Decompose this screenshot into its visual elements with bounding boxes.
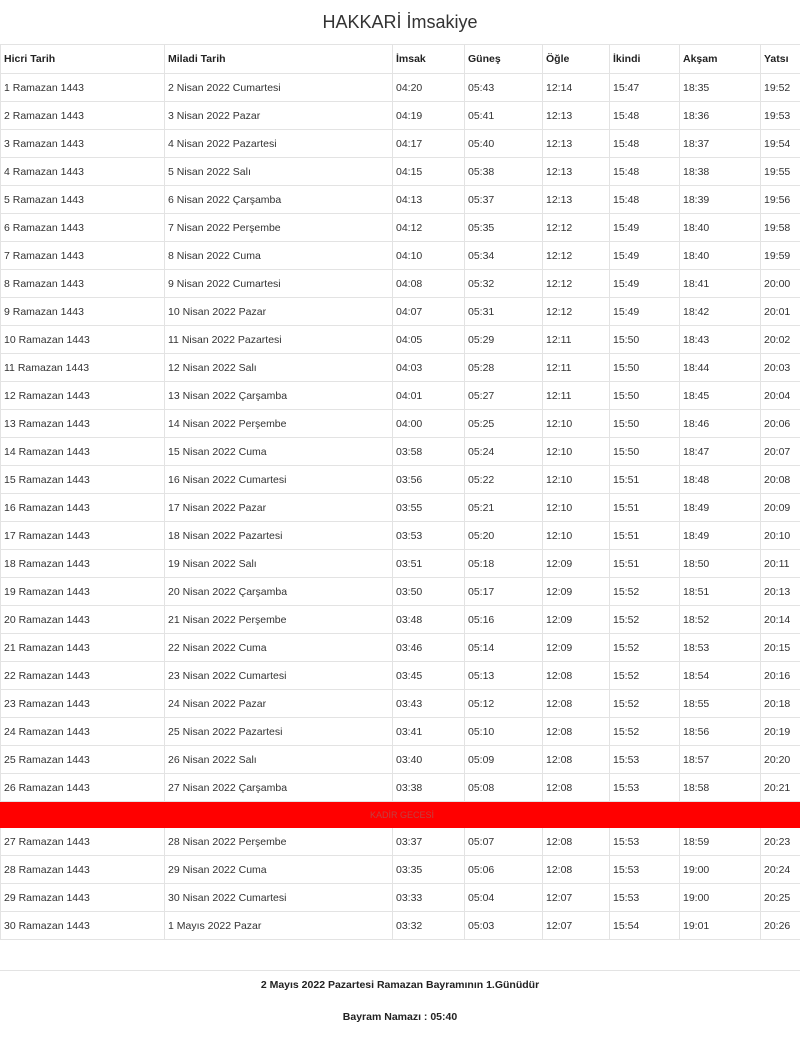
table-row [1,298,800,326]
cell-miladi-tarih: 22 Nisan 2022 Cuma [165,634,393,662]
cell-imsak: 03:37 [393,828,465,856]
cell-aksam: 18:36 [680,102,761,130]
cell-ikindi: 15:47 [610,74,680,102]
cell-gunes: 05:04 [465,884,543,912]
cell-miladi-tarih: 1 Mayıs 2022 Pazar [165,912,393,940]
cell-hicri-tarih: 25 Ramazan 1443 [1,746,165,774]
cell-miladi-tarih: 3 Nisan 2022 Pazar [165,102,393,130]
cell-hicri-tarih: 28 Ramazan 1443 [1,856,165,884]
cell-gunes: 05:24 [465,438,543,466]
cell-yatsi: 20:02 [761,326,800,354]
cell-imsak: 03:40 [393,746,465,774]
cell-gunes: 05:38 [465,158,543,186]
cell-imsak: 03:56 [393,466,465,494]
cell-miladi-tarih: 14 Nisan 2022 Perşembe [165,410,393,438]
cell-imsak: 04:03 [393,354,465,382]
cell-ogle: 12:12 [543,270,610,298]
cell-miladi-tarih: 9 Nisan 2022 Cumartesi [165,270,393,298]
cell-miladi-tarih: 24 Nisan 2022 Pazar [165,690,393,718]
cell-miladi-tarih: 25 Nisan 2022 Pazartesi [165,718,393,746]
cell-ogle: 12:09 [543,634,610,662]
cell-ikindi: 15:50 [610,410,680,438]
cell-gunes: 05:40 [465,130,543,158]
cell-imsak: 04:20 [393,74,465,102]
cell-ogle: 12:10 [543,438,610,466]
cell-aksam: 19:01 [680,912,761,940]
table-row [1,718,800,746]
cell-ogle: 12:10 [543,522,610,550]
table-row [1,494,800,522]
cell-yatsi: 20:16 [761,662,800,690]
cell-aksam: 18:56 [680,718,761,746]
cell-aksam: 18:46 [680,410,761,438]
cell-gunes: 05:43 [465,74,543,102]
table-body [1,74,800,940]
cell-hicri-tarih: 11 Ramazan 1443 [1,354,165,382]
cell-yatsi: 19:53 [761,102,800,130]
cell-hicri-tarih: 17 Ramazan 1443 [1,522,165,550]
cell-ikindi: 15:53 [610,856,680,884]
cell-hicri-tarih: 3 Ramazan 1443 [1,130,165,158]
cell-ikindi: 15:52 [610,662,680,690]
cell-gunes: 05:03 [465,912,543,940]
cell-miladi-tarih: 18 Nisan 2022 Pazartesi [165,522,393,550]
cell-ogle: 12:12 [543,242,610,270]
cell-hicri-tarih: 1 Ramazan 1443 [1,74,165,102]
cell-miladi-tarih: 23 Nisan 2022 Cumartesi [165,662,393,690]
cell-ogle: 12:12 [543,214,610,242]
cell-hicri-tarih: 24 Ramazan 1443 [1,718,165,746]
kadir-gecesi-label: KADİR GECESİ [1,802,800,828]
cell-aksam: 18:58 [680,774,761,802]
table-row [1,884,800,912]
cell-ikindi: 15:49 [610,242,680,270]
cell-yatsi: 20:08 [761,466,800,494]
cell-imsak: 04:07 [393,298,465,326]
cell-hicri-tarih: 7 Ramazan 1443 [1,242,165,270]
cell-ogle: 12:11 [543,354,610,382]
cell-hicri-tarih: 18 Ramazan 1443 [1,550,165,578]
cell-yatsi: 20:00 [761,270,800,298]
cell-hicri-tarih: 9 Ramazan 1443 [1,298,165,326]
cell-yatsi: 20:10 [761,522,800,550]
cell-aksam: 18:49 [680,522,761,550]
cell-imsak: 03:33 [393,884,465,912]
table-row [1,912,800,940]
cell-yatsi: 20:11 [761,550,800,578]
cell-hicri-tarih: 12 Ramazan 1443 [1,382,165,410]
cell-hicri-tarih: 27 Ramazan 1443 [1,828,165,856]
cell-miladi-tarih: 7 Nisan 2022 Perşembe [165,214,393,242]
cell-miladi-tarih: 27 Nisan 2022 Çarşamba [165,774,393,802]
cell-hicri-tarih: 6 Ramazan 1443 [1,214,165,242]
cell-ikindi: 15:51 [610,466,680,494]
cell-yatsi: 20:23 [761,828,800,856]
cell-imsak: 03:48 [393,606,465,634]
table-row [1,828,800,856]
cell-ikindi: 15:51 [610,522,680,550]
cell-aksam: 18:39 [680,186,761,214]
cell-ogle: 12:10 [543,410,610,438]
cell-ikindi: 15:48 [610,158,680,186]
table-row [1,158,800,186]
cell-imsak: 04:12 [393,214,465,242]
table-row [1,130,800,158]
cell-ogle: 12:08 [543,828,610,856]
cell-ogle: 12:10 [543,494,610,522]
cell-aksam: 19:00 [680,856,761,884]
cell-miladi-tarih: 19 Nisan 2022 Salı [165,550,393,578]
cell-ikindi: 15:52 [610,718,680,746]
cell-imsak: 03:58 [393,438,465,466]
cell-yatsi: 20:07 [761,438,800,466]
table-row [1,326,800,354]
cell-imsak: 04:19 [393,102,465,130]
cell-imsak: 03:38 [393,774,465,802]
cell-hicri-tarih: 26 Ramazan 1443 [1,774,165,802]
table-row [1,466,800,494]
table-row [1,856,800,884]
table-row [1,578,800,606]
table-row [1,242,800,270]
cell-ikindi: 15:52 [610,690,680,718]
cell-hicri-tarih: 16 Ramazan 1443 [1,494,165,522]
header-imsak: İmsak [393,45,465,74]
cell-ogle: 12:08 [543,774,610,802]
cell-hicri-tarih: 5 Ramazan 1443 [1,186,165,214]
header-gunes: Güneş [465,45,543,74]
table-row [1,74,800,102]
kadir-gecesi-row [1,802,800,828]
cell-gunes: 05:12 [465,690,543,718]
header-ogle: Öğle [543,45,610,74]
table-row [1,690,800,718]
cell-ikindi: 15:52 [610,634,680,662]
cell-yatsi: 19:56 [761,186,800,214]
cell-imsak: 03:45 [393,662,465,690]
cell-hicri-tarih: 23 Ramazan 1443 [1,690,165,718]
cell-aksam: 18:40 [680,242,761,270]
cell-aksam: 18:37 [680,130,761,158]
cell-aksam: 18:47 [680,438,761,466]
table-row [1,746,800,774]
cell-aksam: 19:00 [680,884,761,912]
cell-aksam: 18:44 [680,354,761,382]
cell-gunes: 05:35 [465,214,543,242]
cell-imsak: 04:13 [393,186,465,214]
cell-ikindi: 15:50 [610,438,680,466]
cell-ogle: 12:09 [543,550,610,578]
cell-ogle: 12:13 [543,158,610,186]
cell-miladi-tarih: 2 Nisan 2022 Cumartesi [165,74,393,102]
cell-hicri-tarih: 30 Ramazan 1443 [1,912,165,940]
cell-gunes: 05:25 [465,410,543,438]
cell-imsak: 04:10 [393,242,465,270]
cell-imsak: 03:43 [393,690,465,718]
cell-gunes: 05:10 [465,718,543,746]
cell-miladi-tarih: 30 Nisan 2022 Cumartesi [165,884,393,912]
cell-aksam: 18:52 [680,606,761,634]
table-row [1,550,800,578]
cell-miladi-tarih: 5 Nisan 2022 Salı [165,158,393,186]
cell-yatsi: 20:04 [761,382,800,410]
cell-ogle: 12:07 [543,912,610,940]
table-row [1,354,800,382]
cell-hicri-tarih: 19 Ramazan 1443 [1,578,165,606]
cell-aksam: 18:48 [680,466,761,494]
header-ikindi: İkindi [610,45,680,74]
header-hicri-tarih: Hicri Tarih [1,45,165,74]
cell-miladi-tarih: 26 Nisan 2022 Salı [165,746,393,774]
table-row [1,522,800,550]
cell-imsak: 03:41 [393,718,465,746]
table-row [1,214,800,242]
cell-ogle: 12:11 [543,326,610,354]
cell-ikindi: 15:50 [610,382,680,410]
cell-miladi-tarih: 21 Nisan 2022 Perşembe [165,606,393,634]
cell-yatsi: 20:13 [761,578,800,606]
table-header-row [1,45,800,74]
cell-hicri-tarih: 13 Ramazan 1443 [1,410,165,438]
cell-gunes: 05:08 [465,774,543,802]
cell-yatsi: 20:18 [761,690,800,718]
cell-miladi-tarih: 12 Nisan 2022 Salı [165,354,393,382]
cell-aksam: 18:49 [680,494,761,522]
cell-yatsi: 19:54 [761,130,800,158]
cell-gunes: 05:41 [465,102,543,130]
cell-yatsi: 20:21 [761,774,800,802]
cell-gunes: 05:20 [465,522,543,550]
cell-ikindi: 15:50 [610,326,680,354]
cell-miladi-tarih: 20 Nisan 2022 Çarşamba [165,578,393,606]
cell-gunes: 05:13 [465,662,543,690]
table-row [1,382,800,410]
cell-miladi-tarih: 15 Nisan 2022 Cuma [165,438,393,466]
cell-ikindi: 15:48 [610,186,680,214]
cell-yatsi: 20:26 [761,912,800,940]
cell-miladi-tarih: 4 Nisan 2022 Pazartesi [165,130,393,158]
cell-gunes: 05:22 [465,466,543,494]
cell-gunes: 05:32 [465,270,543,298]
cell-hicri-tarih: 14 Ramazan 1443 [1,438,165,466]
footer [0,970,800,1023]
cell-gunes: 05:09 [465,746,543,774]
cell-ogle: 12:08 [543,662,610,690]
cell-aksam: 18:51 [680,578,761,606]
cell-miladi-tarih: 11 Nisan 2022 Pazartesi [165,326,393,354]
cell-ikindi: 15:51 [610,494,680,522]
cell-aksam: 18:45 [680,382,761,410]
cell-hicri-tarih: 15 Ramazan 1443 [1,466,165,494]
cell-ikindi: 15:48 [610,102,680,130]
cell-yatsi: 19:58 [761,214,800,242]
cell-gunes: 05:18 [465,550,543,578]
cell-yatsi: 19:55 [761,158,800,186]
cell-aksam: 18:59 [680,828,761,856]
bayram-namazi: Bayram Namazı : 05:40 [342,1011,458,1023]
cell-imsak: 04:01 [393,382,465,410]
cell-hicri-tarih: 10 Ramazan 1443 [1,326,165,354]
cell-ikindi: 15:54 [610,912,680,940]
imsakiye-table [0,44,800,940]
cell-ikindi: 15:49 [610,214,680,242]
cell-aksam: 18:50 [680,550,761,578]
cell-imsak: 03:35 [393,856,465,884]
table-row [1,662,800,690]
cell-miladi-tarih: 29 Nisan 2022 Cuma [165,856,393,884]
cell-imsak: 03:55 [393,494,465,522]
cell-hicri-tarih: 21 Ramazan 1443 [1,634,165,662]
cell-ogle: 12:11 [543,382,610,410]
cell-imsak: 03:53 [393,522,465,550]
cell-ogle: 12:08 [543,856,610,884]
cell-yatsi: 20:09 [761,494,800,522]
cell-gunes: 05:31 [465,298,543,326]
cell-aksam: 18:54 [680,662,761,690]
cell-ogle: 12:08 [543,718,610,746]
cell-hicri-tarih: 2 Ramazan 1443 [1,102,165,130]
cell-imsak: 04:15 [393,158,465,186]
bayram-note: 2 Mayıs 2022 Pazartesi Ramazan Bayramının 1.Günüdür [260,979,540,991]
cell-ikindi: 15:49 [610,270,680,298]
cell-imsak: 03:32 [393,912,465,940]
cell-yatsi: 19:52 [761,74,800,102]
cell-ikindi: 15:49 [610,298,680,326]
cell-ikindi: 15:53 [610,884,680,912]
cell-aksam: 18:57 [680,746,761,774]
cell-ogle: 12:10 [543,466,610,494]
header-yatsi: Yatsı [761,45,800,74]
cell-gunes: 05:21 [465,494,543,522]
cell-hicri-tarih: 29 Ramazan 1443 [1,884,165,912]
cell-miladi-tarih: 28 Nisan 2022 Perşembe [165,828,393,856]
table-row [1,634,800,662]
cell-gunes: 05:28 [465,354,543,382]
cell-yatsi: 20:24 [761,856,800,884]
cell-ogle: 12:08 [543,690,610,718]
cell-ikindi: 15:48 [610,130,680,158]
cell-gunes: 05:34 [465,242,543,270]
cell-ogle: 12:08 [543,746,610,774]
cell-ikindi: 15:51 [610,550,680,578]
cell-aksam: 18:38 [680,158,761,186]
cell-yatsi: 20:25 [761,884,800,912]
cell-ikindi: 15:53 [610,746,680,774]
cell-gunes: 05:16 [465,606,543,634]
cell-gunes: 05:07 [465,828,543,856]
cell-aksam: 18:35 [680,74,761,102]
table-row [1,606,800,634]
cell-ogle: 12:09 [543,578,610,606]
cell-ogle: 12:07 [543,884,610,912]
table-row [1,774,800,802]
cell-aksam: 18:53 [680,634,761,662]
cell-miladi-tarih: 17 Nisan 2022 Pazar [165,494,393,522]
cell-yatsi: 20:06 [761,410,800,438]
cell-miladi-tarih: 10 Nisan 2022 Pazar [165,298,393,326]
cell-ogle: 12:13 [543,130,610,158]
cell-gunes: 05:37 [465,186,543,214]
cell-hicri-tarih: 22 Ramazan 1443 [1,662,165,690]
cell-hicri-tarih: 20 Ramazan 1443 [1,606,165,634]
cell-gunes: 05:17 [465,578,543,606]
cell-ikindi: 15:53 [610,828,680,856]
cell-miladi-tarih: 8 Nisan 2022 Cuma [165,242,393,270]
cell-imsak: 04:05 [393,326,465,354]
cell-ogle: 12:09 [543,606,610,634]
cell-ikindi: 15:52 [610,606,680,634]
cell-ogle: 12:13 [543,186,610,214]
cell-yatsi: 20:20 [761,746,800,774]
cell-gunes: 05:14 [465,634,543,662]
cell-hicri-tarih: 4 Ramazan 1443 [1,158,165,186]
cell-yatsi: 20:14 [761,606,800,634]
cell-miladi-tarih: 13 Nisan 2022 Çarşamba [165,382,393,410]
cell-aksam: 18:55 [680,690,761,718]
table-row [1,102,800,130]
cell-imsak: 04:08 [393,270,465,298]
cell-gunes: 05:06 [465,856,543,884]
cell-imsak: 03:51 [393,550,465,578]
table-row [1,410,800,438]
page-title: HAKKARİ İmsakiye [322,12,478,32]
cell-yatsi: 20:03 [761,354,800,382]
cell-ikindi: 15:52 [610,578,680,606]
cell-aksam: 18:41 [680,270,761,298]
cell-hicri-tarih: 8 Ramazan 1443 [1,270,165,298]
cell-yatsi: 19:59 [761,242,800,270]
table-row [1,438,800,466]
cell-yatsi: 20:15 [761,634,800,662]
header-miladi-tarih: Miladi Tarih [165,45,393,74]
cell-ikindi: 15:50 [610,354,680,382]
cell-imsak: 04:00 [393,410,465,438]
cell-gunes: 05:29 [465,326,543,354]
cell-imsak: 04:17 [393,130,465,158]
cell-gunes: 05:27 [465,382,543,410]
cell-ogle: 12:14 [543,74,610,102]
header-aksam: Akşam [680,45,761,74]
cell-ogle: 12:12 [543,298,610,326]
cell-yatsi: 20:01 [761,298,800,326]
cell-aksam: 18:42 [680,298,761,326]
cell-miladi-tarih: 6 Nisan 2022 Çarşamba [165,186,393,214]
cell-aksam: 18:43 [680,326,761,354]
cell-aksam: 18:40 [680,214,761,242]
cell-imsak: 03:50 [393,578,465,606]
cell-ikindi: 15:53 [610,774,680,802]
cell-ogle: 12:13 [543,102,610,130]
table-row [1,186,800,214]
cell-yatsi: 20:19 [761,718,800,746]
cell-miladi-tarih: 16 Nisan 2022 Cumartesi [165,466,393,494]
cell-imsak: 03:46 [393,634,465,662]
table-row [1,270,800,298]
